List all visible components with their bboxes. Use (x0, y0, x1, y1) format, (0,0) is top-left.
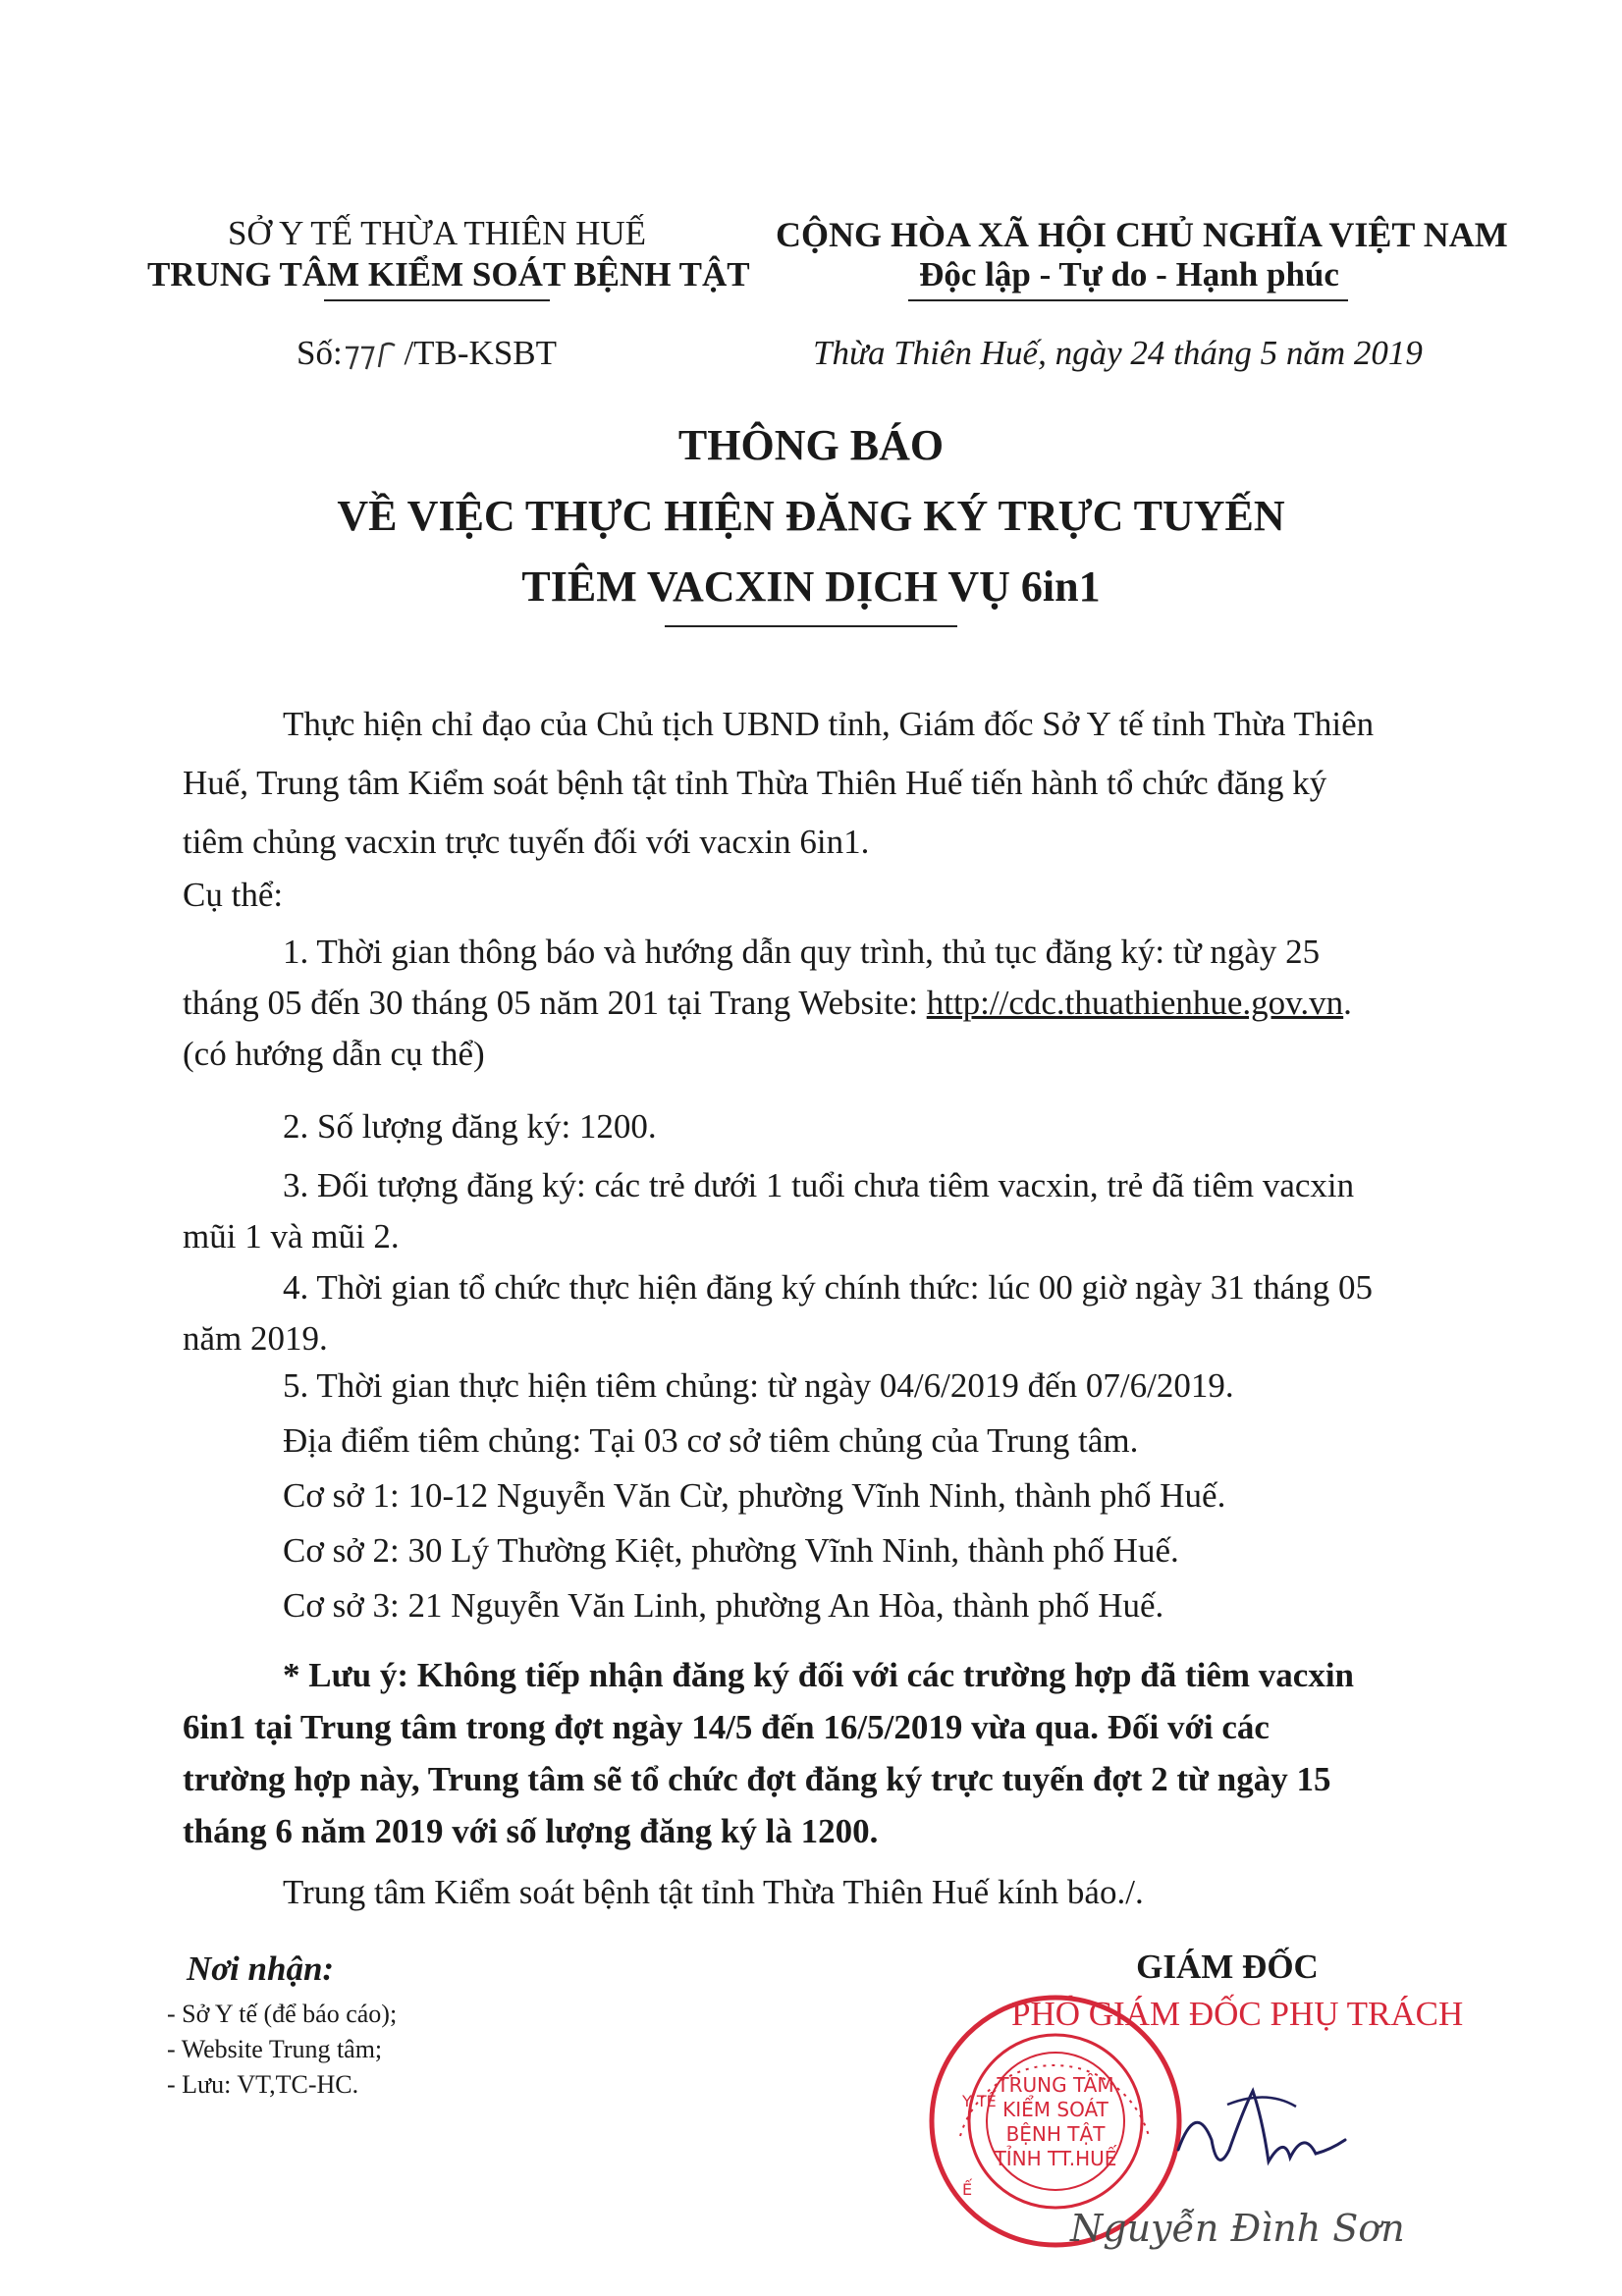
closing-line: Trung tâm Kiểm soát bệnh tật tỉnh Thừa Thiên Huế kính báo./. (283, 1873, 1144, 1911)
agency-parent: SỞ Y TẾ THỪA THIÊN HUẾ (227, 214, 647, 252)
item-3: 3. Đối tượng đăng ký: các trẻ dưới 1 tuổi chưa tiêm vacxin, trẻ đã tiêm vacxin mũi 1 và mũi 2. (183, 1166, 1355, 1255)
recipient-item: - Sở Y tế (để báo cáo); (167, 2000, 398, 2028)
location-3: Cơ sở 3: 21 Nguyễn Văn Linh, phường An Hòa, thành phố Huế. (283, 1586, 1164, 1625)
motto-underline (908, 299, 1348, 301)
website-link[interactable]: http://cdc.thuathienhue.gov.vn (926, 984, 1344, 1022)
recipients-heading: Nơi nhận: (187, 1949, 335, 1988)
svg-text:Ế: Ế (962, 2180, 973, 2199)
signer-title: GIÁM ĐỐC (1136, 1948, 1319, 1986)
nation-name: CỘNG HÒA XÃ HỘI CHỦ NGHĨA VIỆT NAM (776, 215, 1508, 254)
item-2: 2. Số lượng đăng ký: 1200. (283, 1107, 657, 1146)
item-1: 1. Thời gian thông báo và hướng dẫn quy trình, thủ tục đăng ký: từ ngày 25 tháng 05 đến 30 tháng 05 năm 201 tại Trang Website: http://cdc.thuathienhue.gov.vn. (có hướng dẫn cụ thể) (183, 933, 1352, 1073)
item-4: 4. Thời gian tổ chức thực hiện đăng ký chính thức: lúc 00 giờ ngày 31 tháng 05 năm 2019. (183, 1268, 1374, 1358)
note-paragraph: * Lưu ý: Không tiếp nhận đăng ký đối với các trường hợp đã tiêm vacxin 6in1 tại Trung tâm trong đợt ngày 14/5 đến 16/5/2019 vừa qua. Đối với các trường hợp này, Trung tâm sẽ tổ chức đợt đăng ký trực tuyến đợt 2 từ ngày 15 tháng 6 năm 2019 với số lượng đăng ký là 1200. (183, 1656, 1355, 1850)
details-heading: Cụ thể: (183, 876, 284, 914)
svg-text:BỆNH TẬT: BỆNH TẬT (1005, 2122, 1106, 2146)
item-5: 5. Thời gian thực hiện tiêm chủng: từ ngày 04/6/2019 đến 07/6/2019. (283, 1366, 1234, 1405)
document-number: Số: /TB-KSBT (297, 334, 558, 372)
handwritten-number-mark (342, 338, 399, 377)
deputy-title: PHÓ GIÁM ĐỐC PHỤ TRÁCH (1011, 1995, 1464, 2033)
svg-text:TỈNH TT.HUẾ: TỈNH TT.HUẾ (994, 2147, 1117, 2170)
svg-text:KIỂM SOÁT: KIỂM SOÁT (1002, 2098, 1108, 2121)
recipient-item: - Lưu: VT,TC-HC. (167, 2070, 359, 2099)
signer-name: Nguyễn Đình Sơn (1070, 2207, 1405, 2250)
nation-motto: Độc lập - Tự do - Hạnh phúc (919, 255, 1339, 294)
intro-paragraph: Thực hiện chỉ đạo của Chủ tịch UBND tỉnh, Giám đốc Sở Y tế tỉnh Thừa Thiên Huế, Trung tâm Kiểm soát bệnh tật tỉnh Thừa Thiên Huế tiến hành tổ chức đăng ký tiêm chủng vacxin trực tuyến đối với vacxin 6in1. (183, 705, 1375, 861)
document-subtitle-1: VỀ VIỆC THỰC HIỆN ĐĂNG KÝ TRỰC TUYẾN (337, 492, 1285, 540)
svg-text:Y TẾ: Y TẾ (962, 2092, 997, 2110)
svg-text:TRUNG TÂM: TRUNG TÂM (997, 2073, 1114, 2097)
location-heading: Địa điểm tiêm chủng: Tại 03 cơ sở tiêm chủng của Trung tâm. (283, 1421, 1139, 1460)
document-subtitle-2: TIÊM VACXIN DỊCH VỤ 6in1 (521, 562, 1101, 611)
recipient-item: - Website Trung tâm; (167, 2035, 383, 2063)
location-1: Cơ sở 1: 10-12 Nguyễn Văn Cừ, phường Vĩnh Ninh, thành phố Huế. (283, 1476, 1226, 1515)
recipients-list (167, 1997, 397, 2103)
document-date: Thừa Thiên Huế, ngày 24 tháng 5 năm 2019 (813, 334, 1423, 372)
agency-name: TRUNG TÂM KIỂM SOÁT BỆNH TẬT (147, 255, 750, 294)
title-underline (665, 625, 957, 627)
document-title: THÔNG BÁO (677, 421, 945, 469)
location-2: Cơ sở 2: 30 Lý Thường Kiệt, phường Vĩnh Ninh, thành phố Huế. (283, 1531, 1179, 1570)
agency-underline (324, 299, 550, 301)
handwritten-signature (1168, 2081, 1355, 2199)
